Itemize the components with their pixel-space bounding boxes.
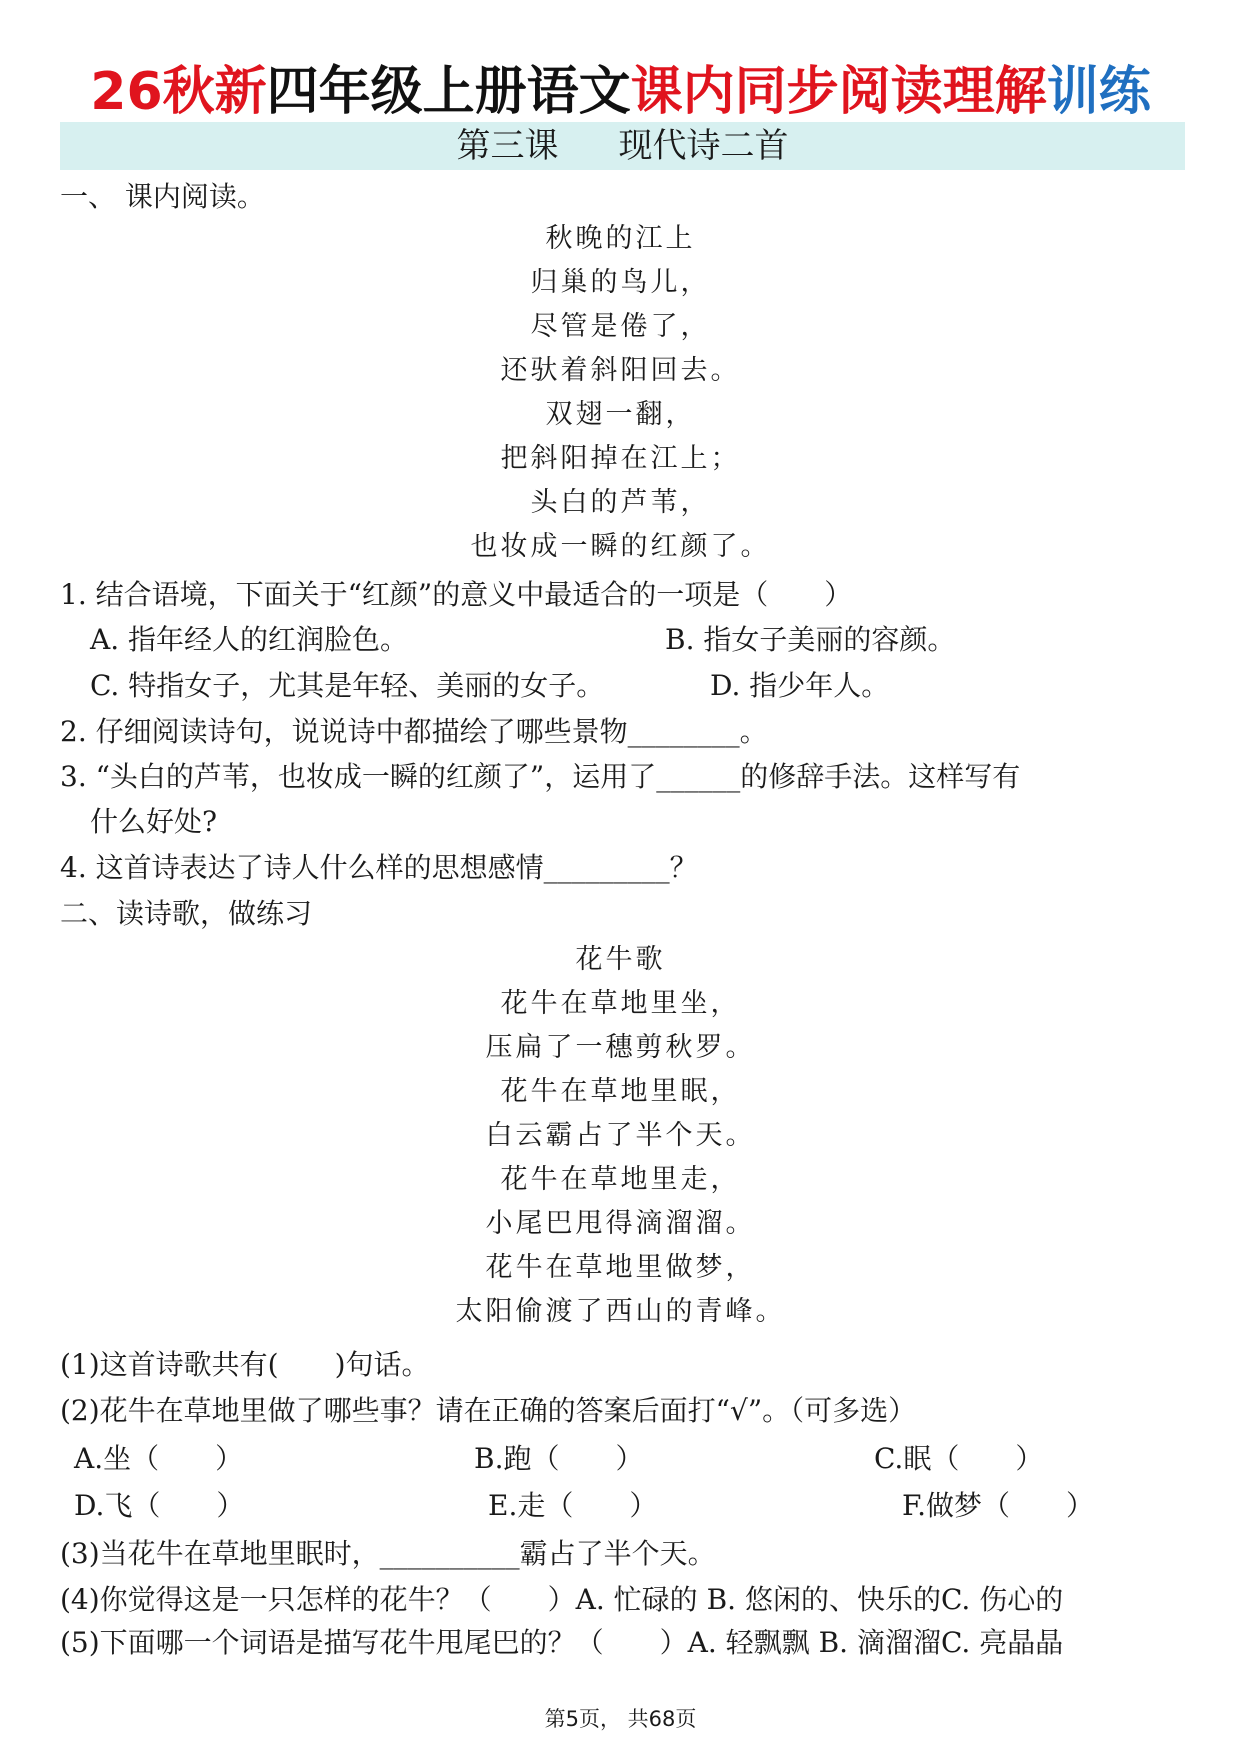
- question-1: 1. 结合语境，下面关于“红颜”的意义中最适合的一项是（ ）: [60, 578, 853, 611]
- poem2-line: 小尾巴甩得滴溜溜。: [485, 1208, 756, 1239]
- q1-option-a: A. 指年经人的红润脸色。: [90, 623, 409, 656]
- lesson-name: 现代诗二首: [618, 126, 789, 166]
- poem2-line: 压扁了一穗剪秋罗。: [485, 1032, 756, 1063]
- s2-q2-option-e: E.走（ ）: [488, 1489, 658, 1522]
- poem2-line: 花牛在草地里眠，: [500, 1076, 741, 1107]
- poem2-title: 花牛歌: [575, 944, 666, 975]
- document-title: [0, 52, 1241, 132]
- q1-option-d: D. 指少年人。: [710, 669, 890, 702]
- poem1-line: 还驮着斜阳回去。: [500, 355, 741, 386]
- poem1-line: 双翅一翻，: [545, 399, 696, 430]
- s2-q2-option-a: A.坐（ ）: [74, 1442, 244, 1475]
- poem2-line: 花牛在草地里坐，: [500, 988, 741, 1019]
- s2-question-2: (2)花牛在草地里做了哪些事？请在正确的答案后面打“√”。（可多选）: [60, 1394, 917, 1427]
- poem1-line: 把斜阳掉在江上；: [500, 443, 741, 474]
- question-3-continued: 什么好处?: [90, 805, 218, 838]
- poem1-line: 尽管是倦了，: [530, 311, 711, 342]
- poem1-line: 头白的芦苇，: [530, 487, 711, 518]
- s2-q2-option-d: D.飞（ ）: [74, 1489, 245, 1522]
- poem2-line: 白云霸占了半个天。: [485, 1120, 756, 1151]
- q1-option-c: C. 特指女子，尤其是年轻、美丽的女子。: [90, 669, 605, 702]
- page-footer: 第5页， 共68页: [544, 1707, 697, 1731]
- s2-question-1: (1)这首诗歌共有( )句话。: [60, 1348, 430, 1381]
- q1-option-b: B. 指女子美丽的容颜。: [665, 623, 956, 656]
- poem1-line: 归巢的鸟儿，: [530, 267, 711, 298]
- lesson-number: 第三课: [456, 126, 559, 166]
- question-2: 2. 仔细阅读诗句，说说诗中都描绘了哪些景物________。: [60, 715, 768, 748]
- title-part-1: 26秋新: [90, 62, 267, 122]
- poem2-line: 花牛在草地里做梦，: [485, 1252, 756, 1283]
- title-part-3: 课内同步阅读理解: [630, 62, 1047, 122]
- section2-heading: 二、读诗歌，做练习: [60, 897, 313, 930]
- s2-question-5: (5)下面哪一个词语是描写花牛甩尾巴的？（ ）A. 轻飘飘 B. 滴溜溜C. 亮晶晶: [60, 1626, 1064, 1659]
- s2-q2-option-b: B.跑（ ）: [474, 1442, 644, 1475]
- section1-heading: 一、 课内阅读。: [60, 180, 265, 213]
- title-part-2: 四年级上册语文: [266, 62, 631, 122]
- question-4: 4. 这首诗表达了诗人什么样的思想感情_________？: [60, 851, 698, 884]
- poem1-title: 秋晚的江上: [545, 223, 696, 254]
- poem2-line: 太阳偷渡了西山的青峰。: [455, 1296, 786, 1327]
- poem1-line: 也妆成一瞬的红颜了。: [470, 531, 771, 562]
- question-3: 3. “头白的芦苇，也妆成一瞬的红颜了”，运用了______的修辞手法。这样写有: [60, 760, 1021, 793]
- lesson-bar: [60, 122, 1185, 170]
- s2-q2-option-f: F.做梦（ ）: [902, 1489, 1094, 1522]
- s2-question-4: (4)你觉得这是一只怎样的花牛？（ ）A. 忙碌的 B. 悠闲的、快乐的C. 伤心的: [60, 1583, 1064, 1616]
- s2-q2-option-c: C.眠（ ）: [874, 1442, 1044, 1475]
- s2-question-3: (3)当花牛在草地里眠时，__________霸占了半个天。: [60, 1537, 716, 1570]
- title-part-4: 训练: [1046, 62, 1151, 122]
- poem2-line: 花牛在草地里走，: [500, 1164, 741, 1195]
